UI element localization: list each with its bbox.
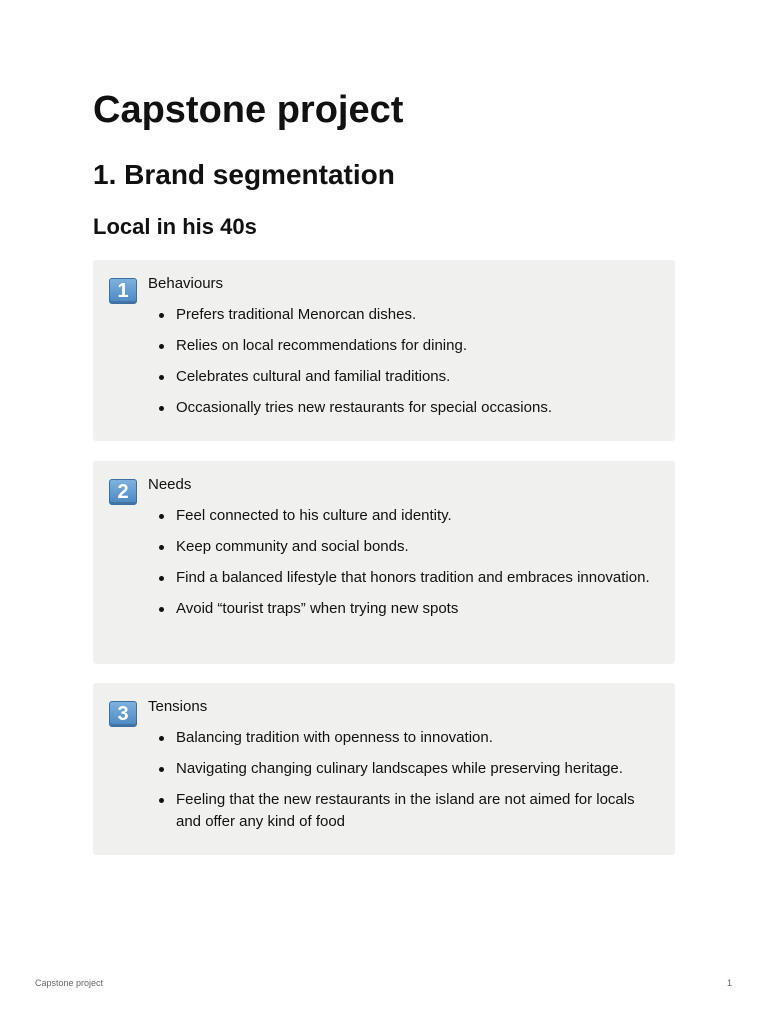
bullet-list xyxy=(148,727,658,842)
list-item: Feeling that the new restaurants in the island are not aimed for locals and offer any kind of food xyxy=(148,789,658,833)
callout-heading: Tensions xyxy=(148,698,208,715)
list-item: Prefers traditional Menorcan dishes. xyxy=(148,304,658,326)
list-item: Balancing tradition with openness to innovation. xyxy=(148,727,658,749)
page-title: Capstone project xyxy=(93,89,404,131)
list-item: Relies on local recommendations for dining. xyxy=(148,335,658,357)
page-number: 1 xyxy=(727,978,733,988)
list-item: Celebrates cultural and familial traditions. xyxy=(148,366,658,388)
section-heading: 1. Brand segmentation xyxy=(93,159,395,190)
callout-behaviours xyxy=(93,260,675,441)
callout-heading: Needs xyxy=(148,476,192,493)
list-item: Avoid “tourist traps” when trying new spots xyxy=(148,598,658,620)
list-item: Find a balanced lifestyle that honors tradition and embraces innovation. xyxy=(148,567,658,589)
keycap-1-icon: 1 xyxy=(109,278,137,304)
callout-tensions xyxy=(93,683,675,855)
callout-heading: Behaviours xyxy=(148,275,224,292)
bullet-list xyxy=(148,304,658,428)
subsection-heading: Local in his 40s xyxy=(93,214,257,239)
list-item: Feel connected to his culture and identity. xyxy=(148,505,658,527)
callout-needs xyxy=(93,461,675,664)
bullet-list xyxy=(148,505,658,629)
footer-title: Capstone project xyxy=(35,978,104,988)
list-item: Keep community and social bonds. xyxy=(148,536,658,558)
list-item: Navigating changing culinary landscapes while preserving heritage. xyxy=(148,758,658,780)
keycap-3-icon: 3 xyxy=(109,701,137,727)
list-item: Occasionally tries new restaurants for special occasions. xyxy=(148,397,658,419)
keycap-2-icon: 2 xyxy=(109,479,137,505)
